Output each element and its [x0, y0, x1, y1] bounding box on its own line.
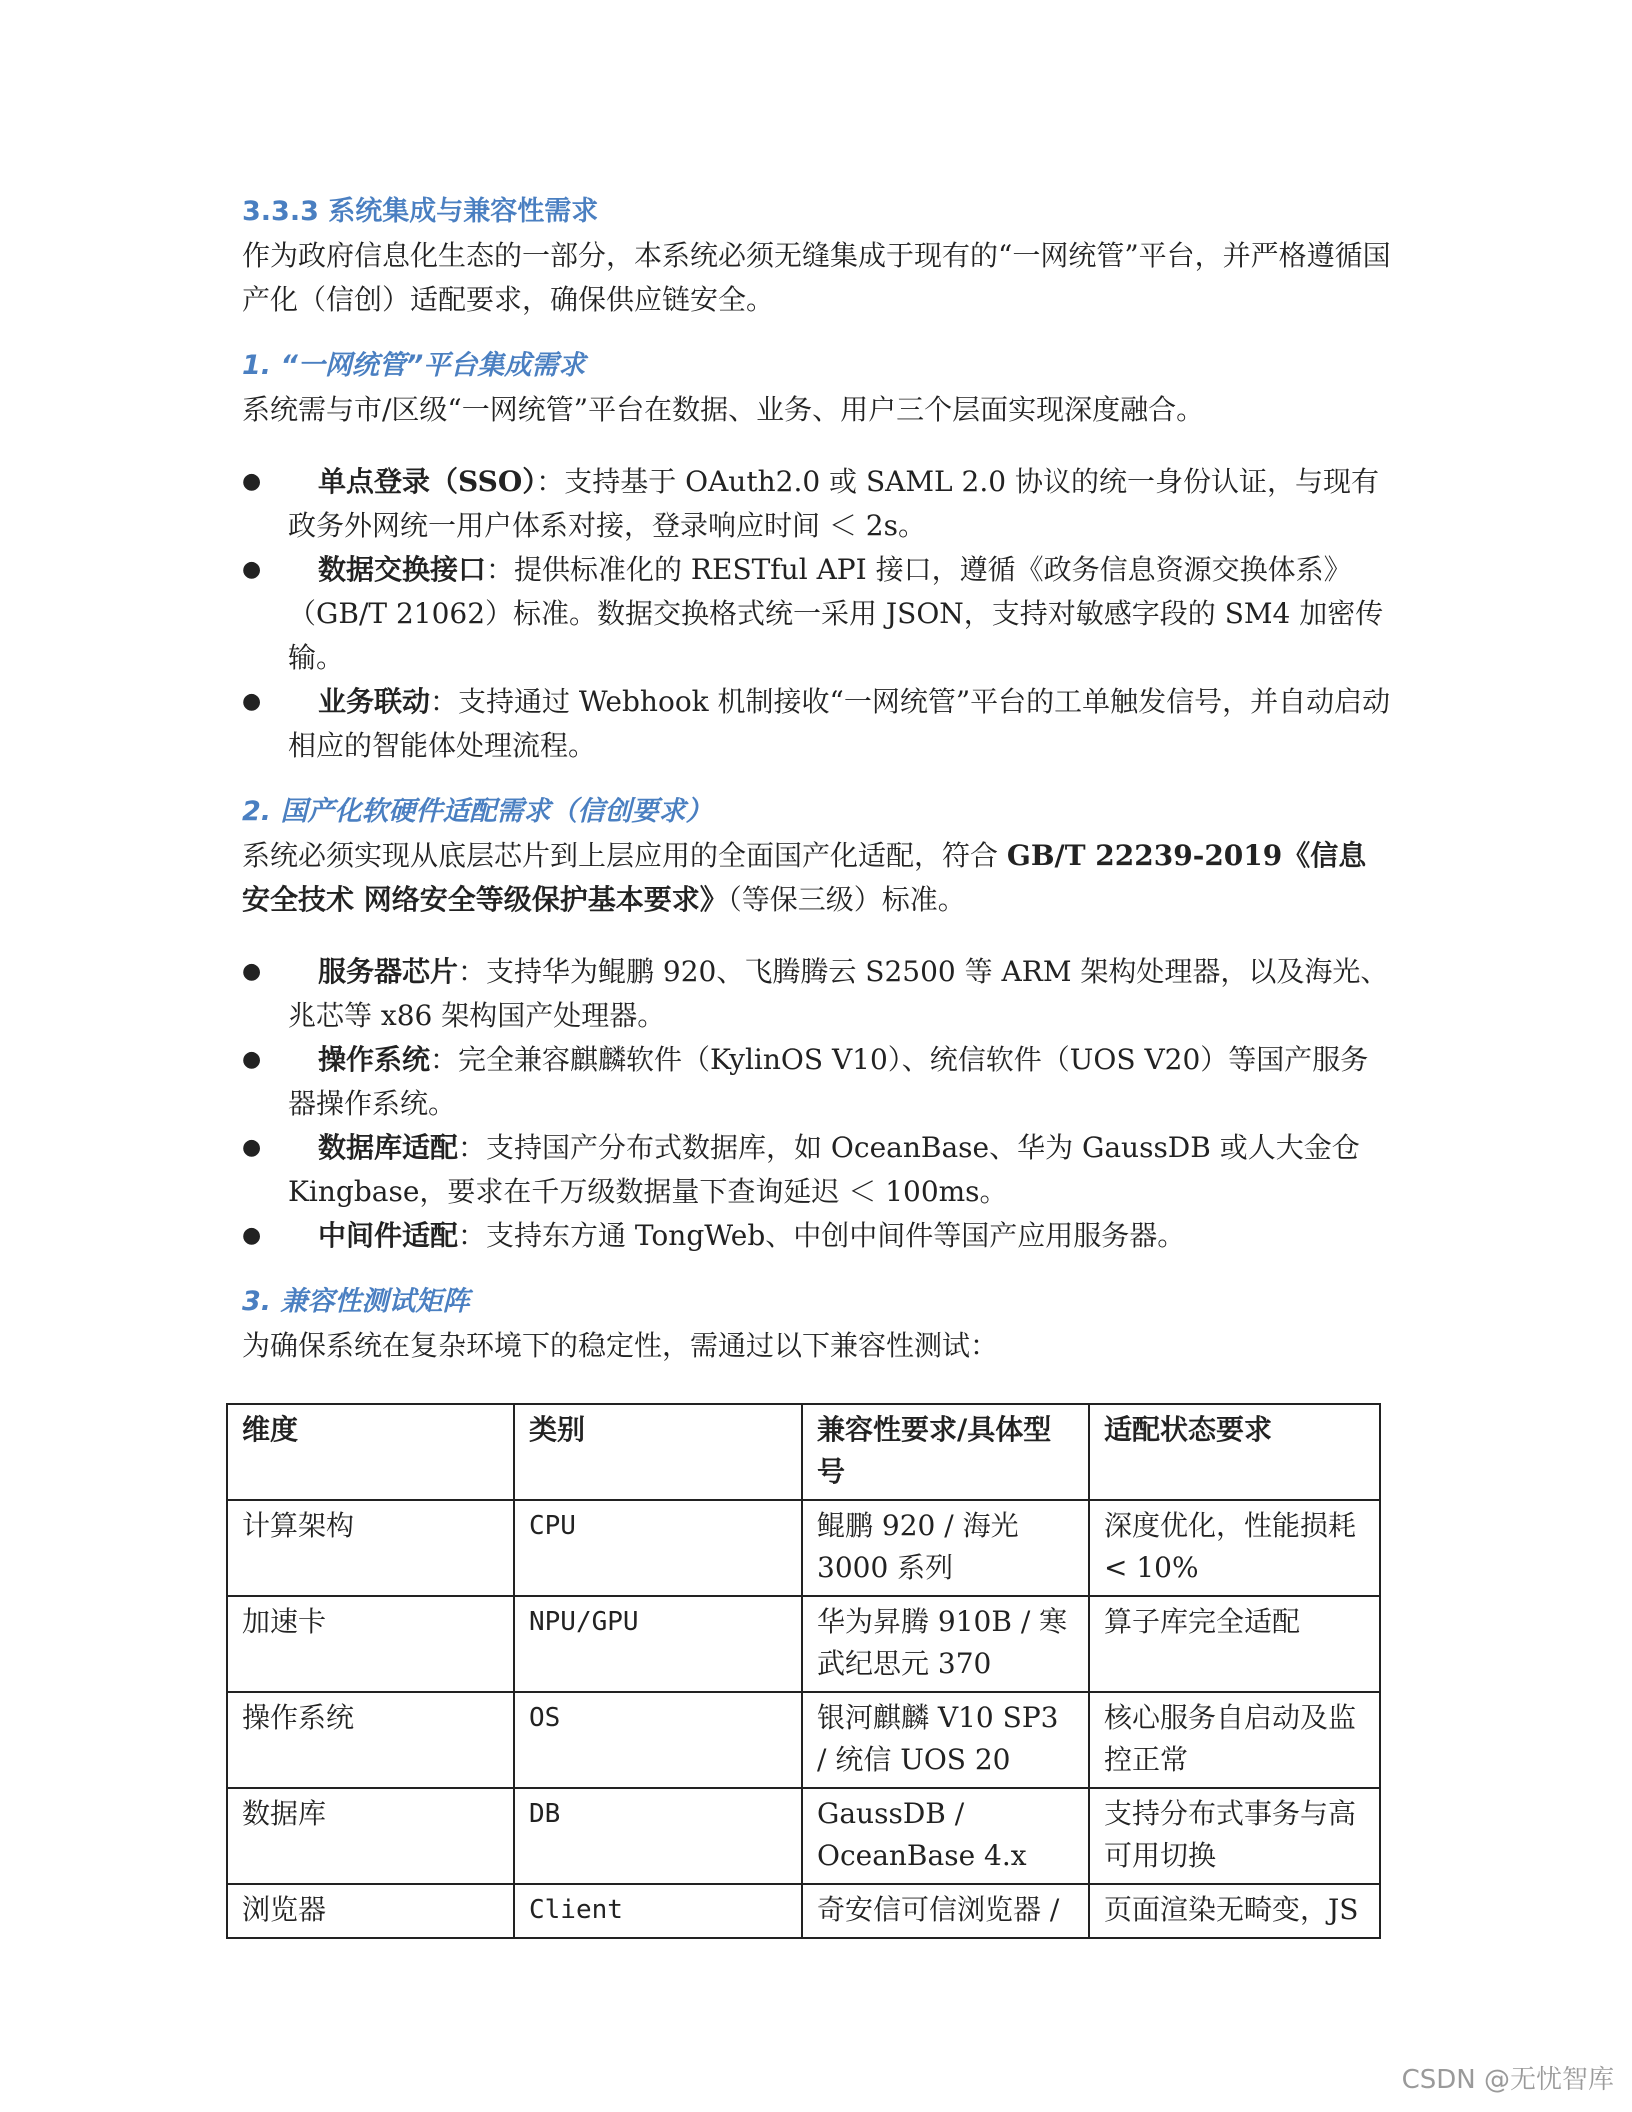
table-header-cell: 类别: [514, 1404, 802, 1500]
bullet-icon: ●: [242, 959, 262, 984]
table-cell: 计算架构: [227, 1500, 514, 1596]
list-item: ● 业务联动：支持通过 Webhook 机制接收“一网统管”平台的工单触发信号，并自动启动相应的智能体处理流程。: [242, 680, 1392, 768]
list-item-term: 业务联动: [318, 685, 431, 718]
table-cell: 页面渲染无畸变，JS: [1089, 1884, 1380, 1938]
list-item: ● 操作系统：完全兼容麒麟软件（KylinOS V10）、统信软件（UOS V20）等国产服务器操作系统。: [242, 1038, 1392, 1126]
bullet-icon: ●: [242, 689, 262, 714]
table-cell: 浏览器: [227, 1884, 514, 1938]
table-cell: 鲲鹏 920 / 海光 3000 系列: [802, 1500, 1089, 1596]
list-item-text: 支持通过 Webhook 机制接收“一网统管”平台的工单触发信号，并自动启动相应的智能体处理流程。: [288, 685, 1391, 762]
list-item-text: 支持华为鲲鹏 920、飞腾腾云 S2500 等 ARM 架构处理器，以及海光、兆芯等 x86 架构国产处理器。: [288, 955, 1389, 1032]
bullet-icon: ●: [242, 1223, 262, 1248]
table-cell: 华为昇腾 910B / 寒武纪思元 370: [802, 1596, 1089, 1692]
list-item: ● 数据交换接口：提供标准化的 RESTful API 接口，遵循《政务信息资源交换体系》（GB/T 21062）标准。数据交换格式统一采用 JSON，支持对敏感字段的 SM4 加密传输。: [242, 548, 1392, 680]
table-cell: GaussDB / OceanBase 4.x: [802, 1788, 1089, 1884]
table-cell: DB: [514, 1788, 802, 1884]
table-cell: CPU: [514, 1500, 802, 1596]
csdn-watermark: CSDN @无忧智库: [1401, 2065, 1614, 2095]
list-item-term: 数据交换接口: [318, 553, 487, 586]
list-item-term: 服务器芯片: [318, 955, 459, 988]
list-item-term: 单点登录（SSO）: [318, 465, 537, 498]
table-header-row: [227, 1404, 1380, 1500]
list-item: ● 中间件适配：支持东方通 TongWeb、中创中间件等国产应用服务器。: [242, 1214, 1392, 1258]
table-row: [227, 1500, 1380, 1596]
part1-intro: 系统需与市/区级“一网统管”平台在数据、业务、用户三个层面实现深度融合。: [242, 393, 1205, 426]
list-item-text: 支持基于 OAuth2.0 或 SAML 2.0 协议的统一身份认证，与现有政务外网统一用户体系对接，登录响应时间 ＜ 2s。: [288, 465, 1379, 542]
table-header-cell: 适配状态要求: [1089, 1404, 1380, 1500]
bullet-icon: ●: [242, 1047, 262, 1072]
table-header-cell: 维度: [227, 1404, 514, 1500]
part2-intro: 系统必须实现从底层芯片到上层应用的全面国产化适配，符合 GB/T 22239-2019《信息安全技术 网络安全等级保护基本要求》（等保三级）标准。: [242, 839, 1367, 916]
table-row: [227, 1692, 1380, 1788]
bullet-icon: ●: [242, 557, 262, 582]
part3-heading: 3. 兼容性测试矩阵: [242, 1286, 470, 1317]
compatibility-test-matrix: [226, 1403, 1381, 1939]
bullet-icon: ●: [242, 1135, 262, 1160]
document-content: [242, 190, 1392, 1368]
list-item-term: 数据库适配: [318, 1131, 459, 1164]
list-item-text: 支持东方通 TongWeb、中创中间件等国产应用服务器。: [486, 1219, 1186, 1252]
table-cell: 深度优化，性能损耗 < 10%: [1089, 1500, 1380, 1596]
list-item: ● 服务器芯片：支持华为鲲鹏 920、飞腾腾云 S2500 等 ARM 架构处理器，以及海光、兆芯等 x86 架构国产处理器。: [242, 950, 1392, 1038]
table-cell: NPU/GPU: [514, 1596, 802, 1692]
table-cell: 加速卡: [227, 1596, 514, 1692]
list-item: ● 数据库适配：支持国产分布式数据库，如 OceanBase、华为 GaussDB 或人大金仓 Kingbase，要求在千万级数据量下查询延迟 ＜ 100ms。: [242, 1126, 1392, 1214]
table-cell: Client: [514, 1884, 802, 1938]
list-item-term: 操作系统: [318, 1043, 431, 1076]
table-header-cell: 兼容性要求/具体型号: [802, 1404, 1089, 1500]
list-item: ● 单点登录（SSO）：支持基于 OAuth2.0 或 SAML 2.0 协议的统一身份认证，与现有政务外网统一用户体系对接，登录响应时间 ＜ 2s。: [242, 460, 1392, 548]
list-item-text: 提供标准化的 RESTful API 接口，遵循《政务信息资源交换体系》（GB/T 21062）标准。数据交换格式统一采用 JSON，支持对敏感字段的 SM4 加密传输。: [288, 553, 1384, 674]
table-cell: OS: [514, 1692, 802, 1788]
list-item-term: 中间件适配: [318, 1219, 459, 1252]
part1-heading: 1. “一网统管”平台集成需求: [242, 350, 586, 381]
part2-list: [242, 950, 1392, 1258]
table-cell: 支持分布式事务与高可用切换: [1089, 1788, 1380, 1884]
list-item-text: 完全兼容麒麟软件（KylinOS V10）、统信软件（UOS V20）等国产服务器操作系统。: [288, 1043, 1369, 1120]
part1-list: [242, 460, 1392, 768]
table-cell: 操作系统: [227, 1692, 514, 1788]
table-cell: 数据库: [227, 1788, 514, 1884]
table-row: [227, 1884, 1380, 1938]
table-cell: 核心服务自启动及监控正常: [1089, 1692, 1380, 1788]
list-item-text: 支持国产分布式数据库，如 OceanBase、华为 GaussDB 或人大金仓 Kingbase，要求在千万级数据量下查询延迟 ＜ 100ms。: [288, 1131, 1360, 1208]
bullet-icon: ●: [242, 469, 262, 494]
table-row: [227, 1788, 1380, 1884]
table-cell: 算子库完全适配: [1089, 1596, 1380, 1692]
section-title: 3.3.3 系统集成与兼容性需求: [242, 196, 599, 227]
table-row: [227, 1596, 1380, 1692]
standard-reference: GB/T 22239-2019《信息安全技术 网络安全等级保护基本要求》: [242, 839, 1367, 916]
part2-heading: 2. 国产化软硬件适配需求（信创要求）: [242, 796, 713, 827]
part3-intro: 为确保系统在复杂环境下的稳定性，需通过以下兼容性测试：: [242, 1329, 999, 1362]
section-intro: 作为政府信息化生态的一部分，本系统必须无缝集成于现有的“一网统管”平台，并严格遵循国产化（信创）适配要求，确保供应链安全。: [242, 239, 1391, 316]
table-cell: 银河麒麟 V10 SP3 / 统信 UOS 20: [802, 1692, 1089, 1788]
table-cell: 奇安信可信浏览器 /: [802, 1884, 1089, 1938]
